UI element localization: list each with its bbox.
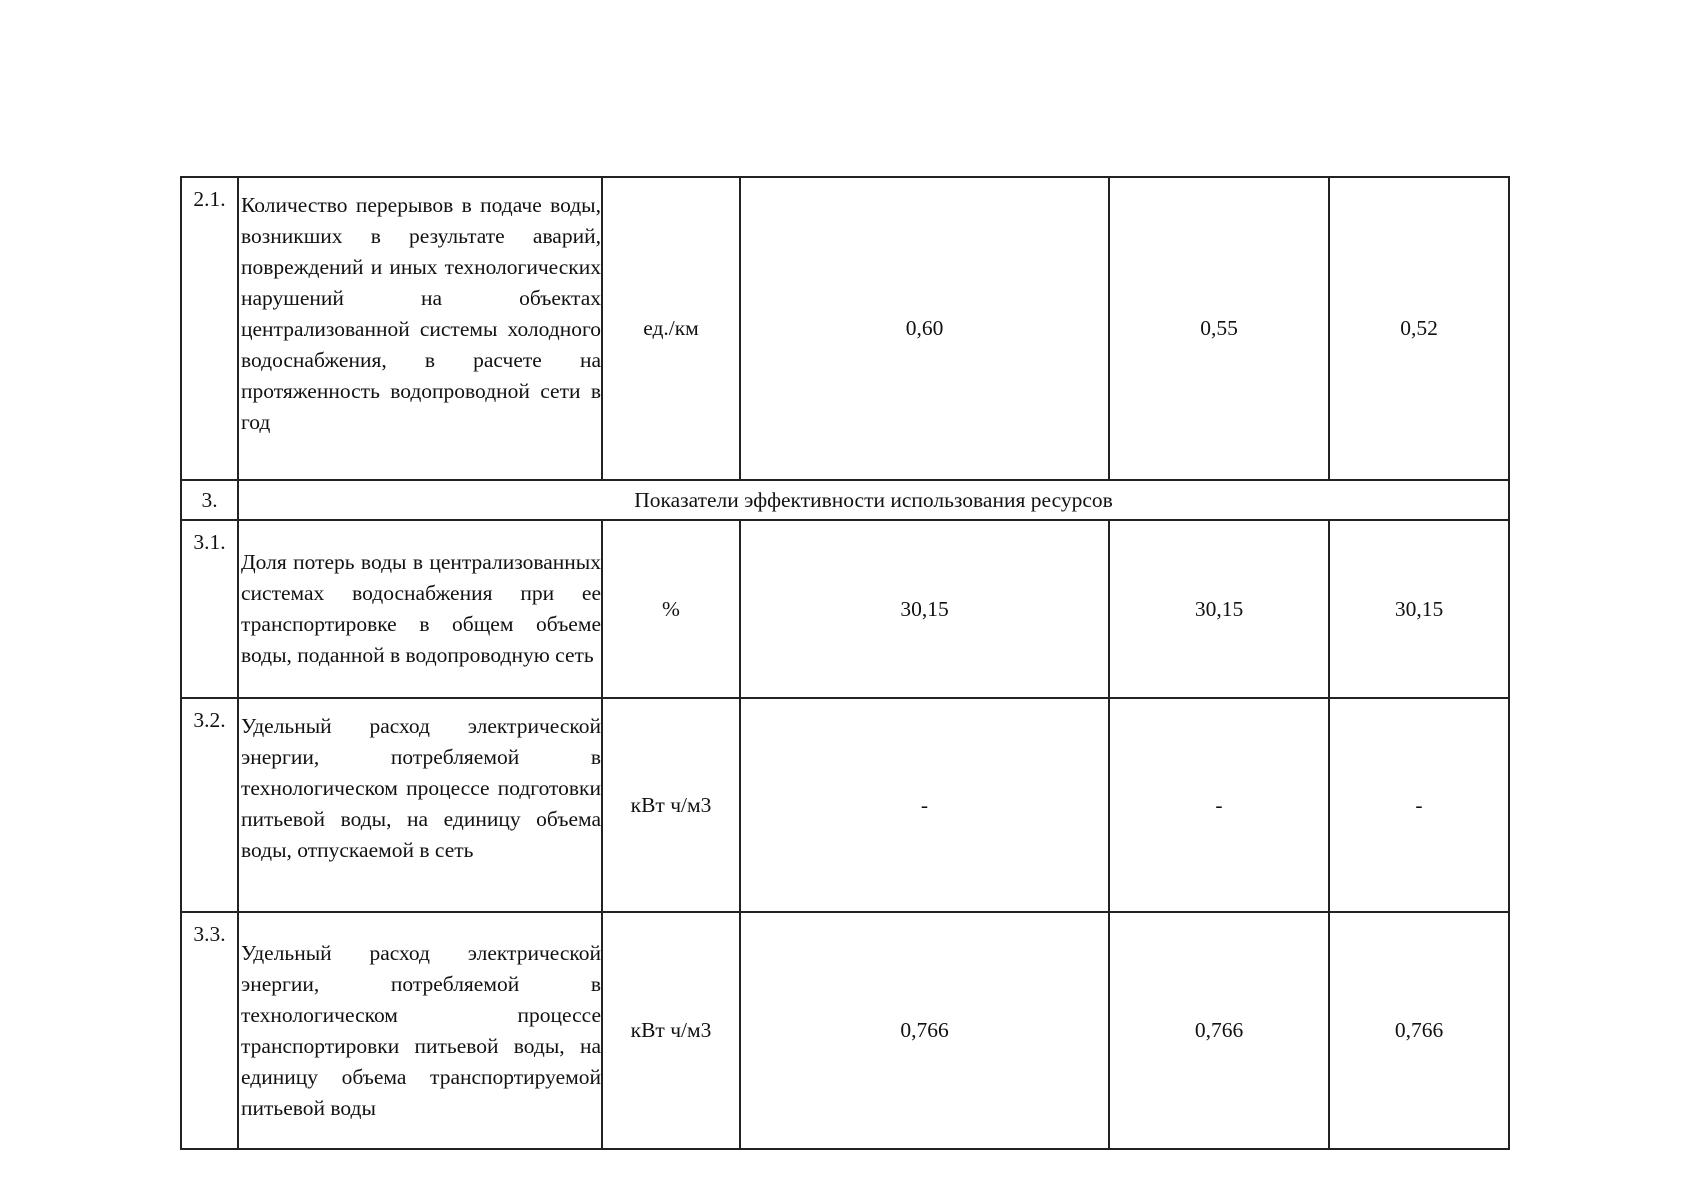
row-value-1: 0,766 [740, 912, 1109, 1149]
row-unit: кВт ч/м3 [602, 912, 740, 1149]
row-number: 3.1. [181, 520, 238, 698]
row-number: 2.1. [181, 177, 238, 480]
table-row [181, 520, 1509, 698]
row-unit: ед./км [602, 177, 740, 480]
section-row [181, 480, 1509, 520]
row-description [238, 520, 602, 698]
row-description-text: Удельный расход электрической энергии, потребляемой в технологическом процессе подготовки питьевой воды, на единицу объема воды, отпускаемой в сеть [241, 714, 601, 862]
table-row [181, 698, 1509, 912]
row-value-3: 0,52 [1329, 177, 1509, 480]
row-value-2: - [1109, 698, 1329, 912]
row-value-3: 0,766 [1329, 912, 1509, 1149]
row-value-2: 30,15 [1109, 520, 1329, 698]
row-value-3: - [1329, 698, 1509, 912]
row-number: 3.3. [181, 912, 238, 1149]
row-description [238, 177, 602, 480]
row-description-text: Удельный расход электрической энергии, потребляемой в технологическом процессе транспортировки питьевой воды, на единицу объема транспортируемой питьевой воды [241, 940, 601, 1120]
row-unit: % [602, 520, 740, 698]
section-number: 3. [181, 480, 238, 520]
row-number: 3.2. [181, 698, 238, 912]
table-row [181, 912, 1509, 1149]
indicators-table [180, 176, 1510, 1150]
row-value-1: 0,60 [740, 177, 1109, 480]
row-value-1: 30,15 [740, 520, 1109, 698]
row-description-text: Доля потерь воды в централизованных системах водоснабжения при ее транспортировке в общем объеме воды, поданной в водопроводную сеть [241, 550, 601, 667]
row-value-3: 30,15 [1329, 520, 1509, 698]
row-value-2: 0,55 [1109, 177, 1329, 480]
row-description [238, 912, 602, 1149]
row-unit: кВт ч/м3 [602, 698, 740, 912]
row-description-text: Количество перерывов в подаче воды, возникших в результате аварий, повреждений и иных технологических нарушений на объектах централизованной системы холодного водоснабжения, в расчете на протяженность водопроводной сети в год [241, 193, 601, 434]
section-title: Показатели эффективности использования ресурсов [238, 480, 1509, 520]
row-value-1: - [740, 698, 1109, 912]
table-row [181, 177, 1509, 480]
row-value-2: 0,766 [1109, 912, 1329, 1149]
row-description [238, 698, 602, 912]
